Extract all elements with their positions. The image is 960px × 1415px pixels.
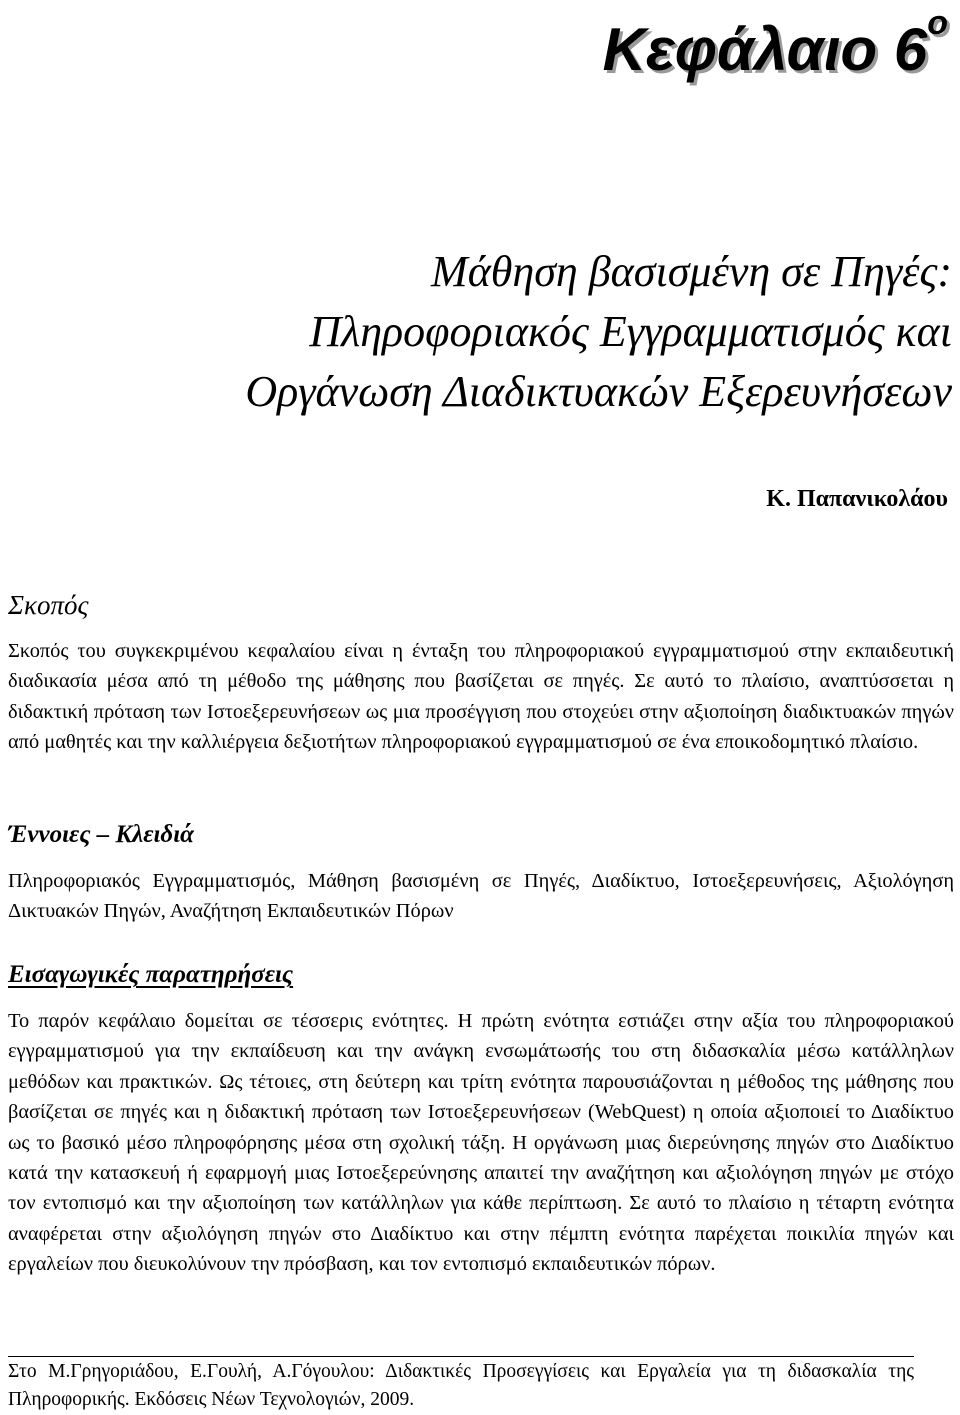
chapter-ordinal-superscript: ο <box>927 4 948 42</box>
chapter-title <box>12 242 952 422</box>
purpose-paragraph: Σκοπός του συγκεκριμένου κεφαλαίου είναι η ένταξη του πληροφοριακού εγγραμματισμού στην εκπαιδευτική διαδικασία μέσα από τη μέθοδο της μάθησης που βασίζεται σε πηγές. Σε αυτό το πλαίσιο, αναπτύσσεται η διδακτική πρόταση των Ιστοεξερευνήσεων ως μια προσέγγιση που στοχεύει στην αξιοποίηση διαδικτυακών πηγών από μαθητές και την καλλιέργεια δεξιοτήτων πληροφοριακού εγγραμματισμού σε ένα εποικοδομητικό πλαίσιο. <box>8 640 954 754</box>
purpose-heading: Σκοπός <box>8 590 89 620</box>
chapter-title-line-2: Πληροφοριακός Εγγραμματισμός και <box>309 307 952 356</box>
footnote: Στο Μ.Γρηγοριάδου, Ε.Γουλή, Α.Γόγουλου: Διδακτικές Προσεγγίσεις και Εργαλεία για τη διδασκαλία της Πληροφορικής. Εκδόσεις Νέων Τεχνολογιών, 2009. <box>8 1361 914 1410</box>
key-concepts-paragraph: Πληροφοριακός Εγγραμματισμός, Μάθηση βασισμένη σε Πηγές, Διαδίκτυο, Ιστοεξερευνήσεις, Αξιολόγηση Δικτυακών Πηγών, Αναζήτηση Εκπαιδευτικών Πόρων <box>8 870 954 923</box>
chapter-label <box>602 4 948 88</box>
key-concepts-heading: Έννοιες – Κλειδιά <box>8 821 195 848</box>
chapter-title-line-3: Οργάνωση Διαδικτυακών Εξερευνήσεων <box>245 367 952 416</box>
author-name: Κ. Παπανικολάου <box>766 486 948 512</box>
intro-paragraph: Το παρόν κεφάλαιο δομείται σε τέσσερις ενότητες. Η πρώτη ενότητα εστιάζει στην αξία του πληροφοριακού εγγραμματισμού για την εκπαίδευση και την ανάγκη ενσωμάτωσής του στη διδασκαλία μέσω κατάλληλων μεθόδων και πρακτικών. Ως τέτοιες, στη δεύτερη και τρίτη ενότητα παρουσιάζονται η μέθοδος της μάθησης που βασίζεται σε πηγές και η διδακτική πρόταση των Ιστοεξερευνήσεων (WebQuest) η οποία αξιοποιεί το Διαδίκτυο ως το βασικό μέσο πληροφόρησης μέσα στη σχολική τάξη. Η οργάνωση μιας διερεύνησης πηγών στο Διαδίκτυο κατά την κατασκευή ή εφαρμογή μιας Ιστοεξερεύνησης απαιτεί την αναζήτηση και αξιολόγηση πηγών με στόχο τον εντοπισμό και την αξιοποίηση των κατάλληλων για κάθε περίπτωση. Σε αυτό το πλαίσιο η τέταρτη ενότητα αναφέρεται στην αξιολόγηση πηγών στο Διαδίκτυο και στην πέμπτη ενότητα παρέχεται ποικιλία πηγών και εργαλείων που διευκολύνουν την πρόσβαση, και τον εντοπισμό εκπαιδευτικών πόρων. <box>8 1010 954 1276</box>
footnote-divider <box>8 1356 914 1357</box>
chapter-title-line-1: Μάθηση βασισμένη σε Πηγές: <box>431 247 952 296</box>
intro-heading: Εισαγωγικές παρατηρήσεις <box>8 961 294 988</box>
chapter-number: Κεφάλαιο 6 <box>602 16 928 83</box>
